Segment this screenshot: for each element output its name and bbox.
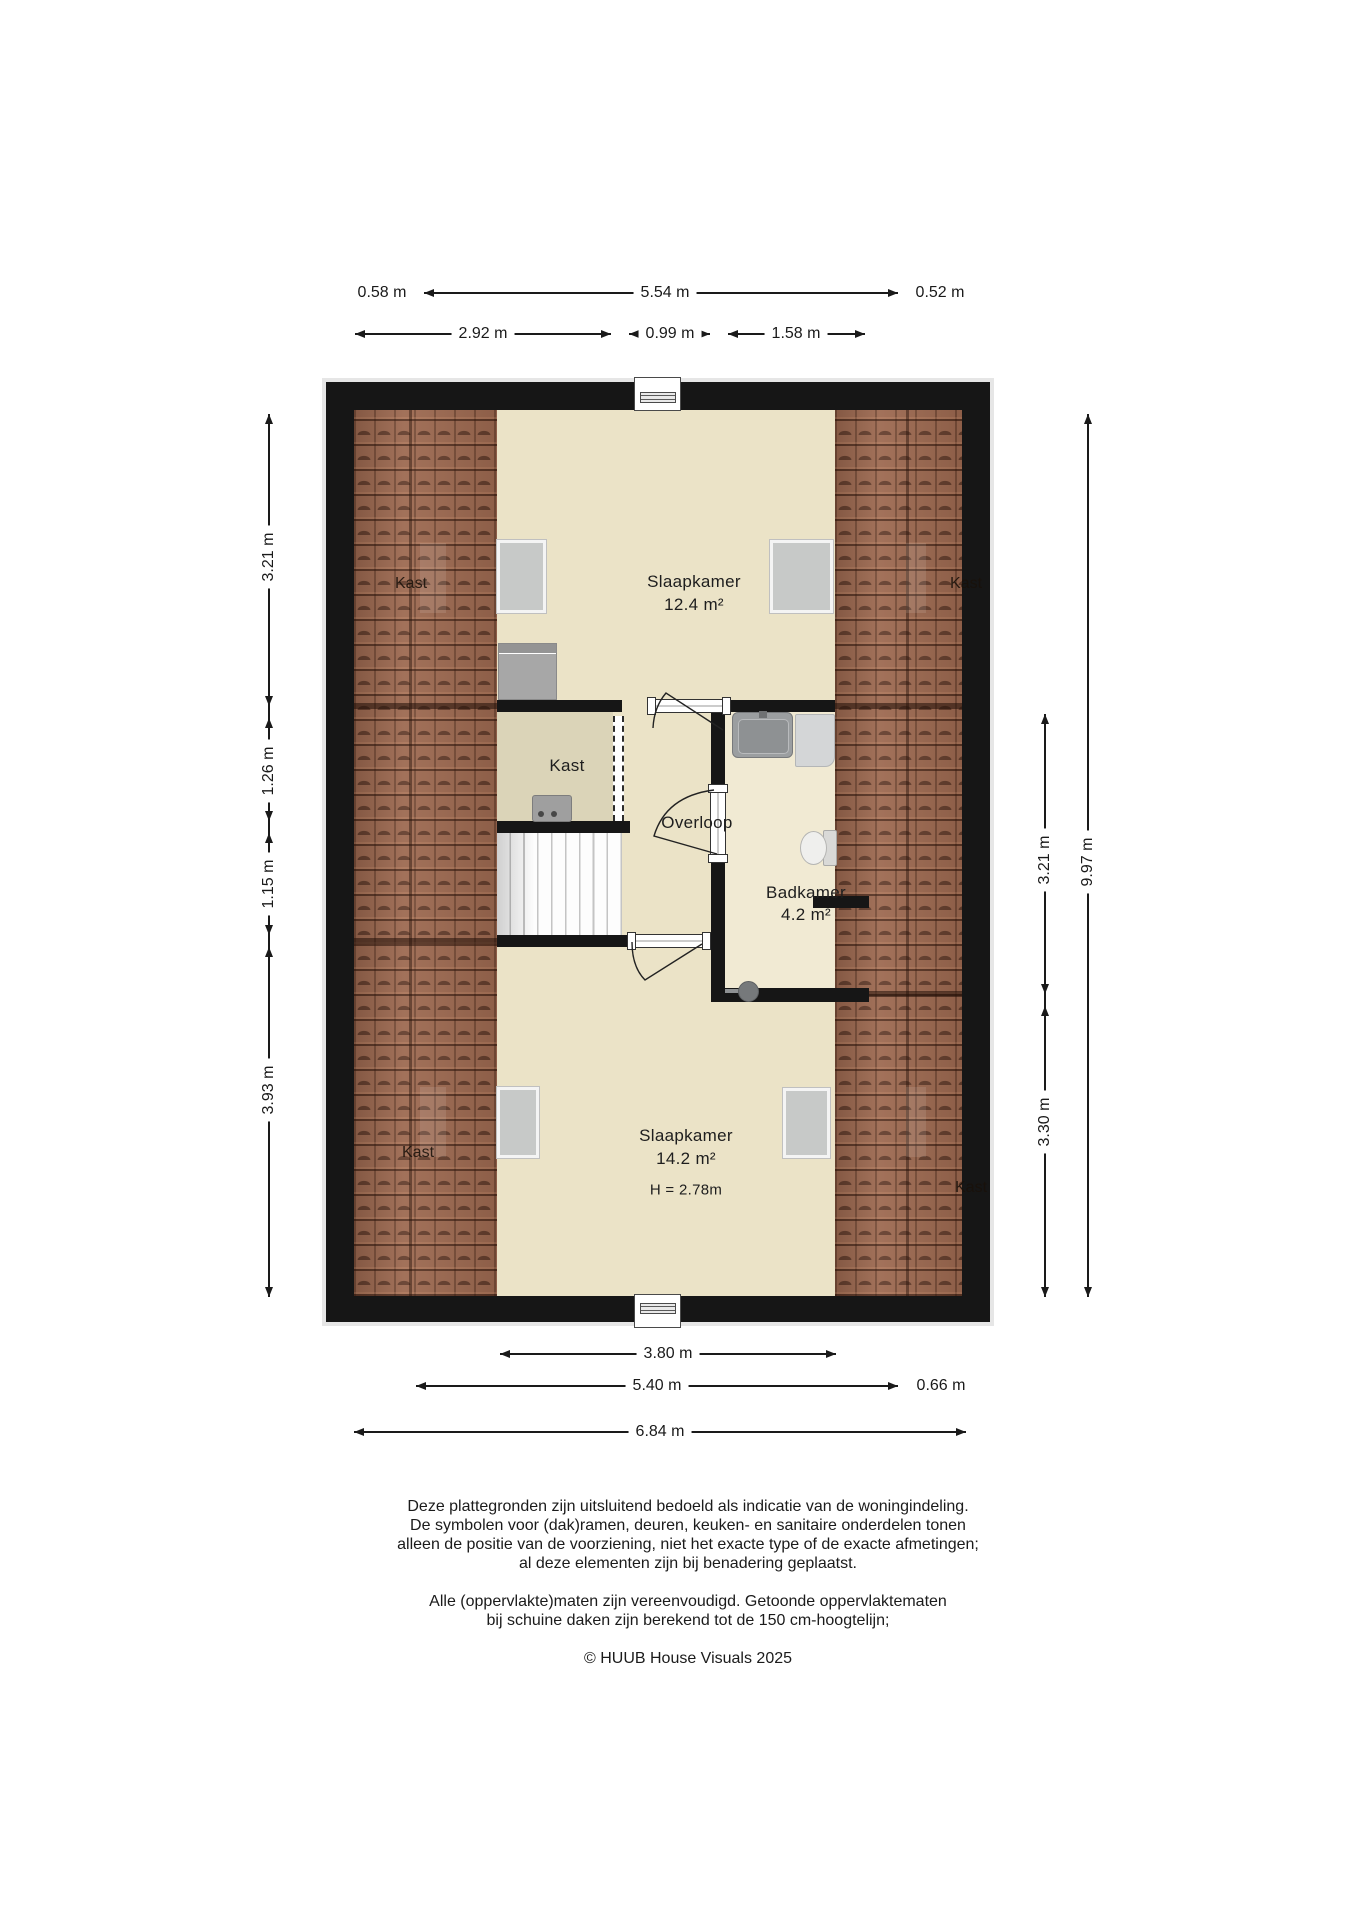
shower-head-icon — [738, 981, 759, 1002]
arrow-right-icon — [855, 330, 865, 338]
sink-icon — [732, 712, 793, 758]
dim-label: 5.54 m — [634, 284, 697, 302]
dim-label: 1.58 m — [765, 325, 828, 343]
arrow-left-icon — [416, 1382, 426, 1390]
arrow-right-icon — [826, 1350, 836, 1358]
disclaimer-line: bij schuine daken zijn berekend tot de 150 cm-hoogtelijn; — [486, 1612, 890, 1629]
room-name: Slaapkamer — [639, 1126, 733, 1145]
disclaimer-line: Deze plattegronden zijn uitsluitend bedoeld als indicatie van de woningindeling. — [407, 1498, 969, 1515]
vent-dot — [538, 811, 544, 817]
roof-window — [497, 540, 546, 613]
arrow-left-icon — [354, 1428, 364, 1436]
dim-label: 3.30 m — [1036, 1091, 1054, 1154]
attic-closet-label: Kast — [394, 575, 428, 592]
arrow-right-icon — [888, 1382, 898, 1390]
dim-label: 9.97 m — [1079, 831, 1097, 894]
room-name: Overloop — [661, 813, 733, 832]
dim-label: 0.52 m — [915, 284, 965, 301]
room-area: 14.2 m² — [656, 1149, 716, 1168]
room-area: 4.2 m² — [781, 905, 831, 924]
dim-label: 6.84 m — [629, 1423, 692, 1441]
roof-window — [770, 540, 833, 613]
attic-closet-label: Kast — [949, 575, 983, 592]
dim-label: 1.26 m — [260, 740, 278, 803]
arrow-up-icon — [1041, 714, 1049, 724]
copyright: © HUUB House Visuals 2025 — [583, 1650, 793, 1667]
dim-label: 3.93 m — [260, 1059, 278, 1122]
dim-label: 5.40 m — [626, 1377, 689, 1395]
faucet-icon — [759, 711, 767, 718]
disclaimer-line: De symbolen voor (dak)ramen, deuren, keuken- en sanitaire onderdelen tonen — [410, 1517, 966, 1534]
dim-label: 3.21 m — [260, 526, 278, 589]
arrow-right-icon — [601, 330, 611, 338]
washer-lid — [499, 644, 556, 654]
arrow-down-icon — [265, 1287, 273, 1297]
arrow-left-icon — [500, 1350, 510, 1358]
window-glazing — [640, 392, 676, 403]
dim-label: 0.66 m — [916, 1377, 966, 1394]
arrow-right-icon — [888, 289, 898, 297]
dim-label: 0.58 m — [357, 284, 407, 301]
arrow-left-icon — [728, 330, 738, 338]
arrow-down-icon — [1041, 984, 1049, 994]
door-arcs — [354, 410, 1018, 1350]
floor-plan — [326, 382, 990, 1322]
disclaimer-line: Alle (oppervlakte)maten zijn vereenvoudigd. Getoonde oppervlaktematen — [429, 1593, 947, 1610]
washer-icon — [498, 643, 557, 700]
arrow-left-icon — [355, 330, 365, 338]
cabinet-icon — [795, 714, 835, 767]
disclaimer-block — [328, 1497, 1048, 1668]
toilet-bowl-icon — [800, 831, 827, 865]
disclaimer-line: al deze elementen zijn bij benadering geplaatst. — [518, 1555, 857, 1572]
arrow-down-icon — [265, 696, 273, 706]
arrow-up-icon — [1084, 414, 1092, 424]
arrow-left-icon — [629, 330, 639, 338]
arrow-right-icon — [700, 330, 710, 338]
sink-basin — [738, 719, 789, 754]
room-name: Slaapkamer — [647, 572, 741, 591]
arrow-left-icon — [424, 289, 434, 297]
window-glazing — [640, 1303, 676, 1314]
arrow-down-icon — [265, 925, 273, 935]
ventilation-unit-icon — [532, 795, 572, 822]
arrow-down-icon — [1041, 1287, 1049, 1297]
shower-arm — [725, 989, 739, 993]
arrow-up-icon — [1041, 1006, 1049, 1016]
room-name: Badkamer — [766, 883, 846, 902]
dim-label: 3.80 m — [637, 1345, 700, 1363]
dim-label: 2.92 m — [452, 325, 515, 343]
dim-label: 0.99 m — [639, 325, 702, 343]
roof-window — [783, 1088, 830, 1158]
attic-closet-label: Kast — [401, 1144, 435, 1161]
plan-interior — [354, 410, 988, 1296]
room-ceiling-height: H = 2.78m — [649, 1181, 723, 1199]
arrow-up-icon — [265, 718, 273, 728]
arrow-down-icon — [265, 811, 273, 821]
arrow-up-icon — [265, 414, 273, 424]
roof-window — [497, 1087, 539, 1158]
attic-closet-label: Kast — [954, 1179, 988, 1196]
dim-label: 1.15 m — [260, 853, 278, 916]
arrow-up-icon — [265, 833, 273, 843]
arrow-right-icon — [956, 1428, 966, 1436]
spacer — [328, 1573, 1048, 1592]
arrow-up-icon — [265, 947, 273, 957]
disclaimer-line: alleen de positie van de voorziening, niet het exacte type of de exacte afmetingen; — [397, 1536, 979, 1553]
vent-dot — [551, 811, 557, 817]
room-name: Kast — [549, 756, 585, 775]
spacer — [328, 1630, 1048, 1649]
room-area: 12.4 m² — [664, 595, 724, 614]
dim-label: 3.21 m — [1036, 829, 1054, 892]
arrow-down-icon — [1084, 1287, 1092, 1297]
